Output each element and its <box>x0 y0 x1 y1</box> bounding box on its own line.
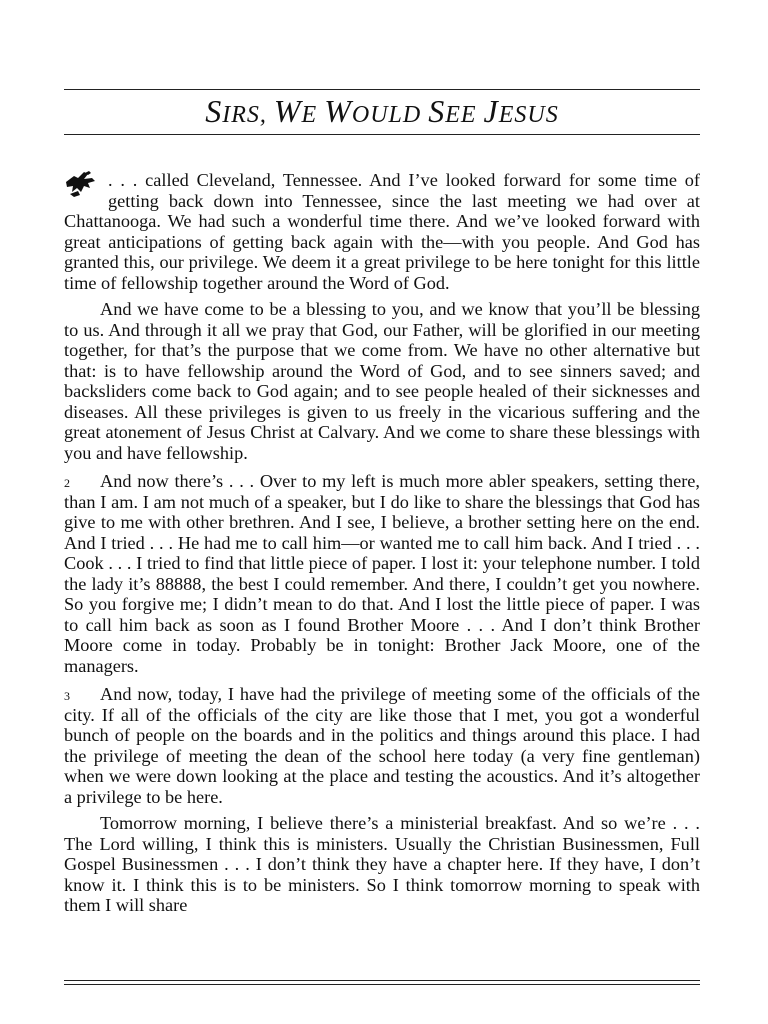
title-underline <box>64 134 700 135</box>
paragraph-1 <box>64 170 700 293</box>
title-word: SEE <box>428 93 484 129</box>
bottom-rule-2 <box>64 984 700 985</box>
page-title <box>64 92 700 134</box>
paragraph-4 <box>64 684 700 807</box>
top-rule <box>64 89 700 90</box>
paragraph-2 <box>64 299 700 463</box>
title-word: SIRS, <box>205 93 274 129</box>
paragraph-text: . . . called Cleveland, Tennessee. And I’ve looked forward for some time of getting back down into Tennessee, since the last meeting we had over at Chattanooga. We had such a wonderful time there. And we’ve looked forward with great anticipations of getting back again with the—with you people. And God has granted this, our privilege. We deem it a great privilege to be here tonight for this little time of fellowship together around the Word of God. <box>64 170 700 293</box>
paragraph-3 <box>64 471 700 676</box>
paragraph-text: Tomorrow morning, I believe there’s a ministerial breakfast. And so we’re . . . The Lord willing, I think this is ministers. Usually the Christian Businessmen, Full Gospel Businessmen . . . I don’t think they have a chapter here. If they have, I don’t know it. I think this is to be ministers. So I think tomorrow morning to speak with them I will share <box>64 813 700 915</box>
title-word: JESUS <box>483 93 559 129</box>
title-word: WOULD <box>324 93 429 129</box>
document-body <box>64 170 700 916</box>
title-word: WE <box>273 93 325 129</box>
paragraph-text: And now, today, I have had the privilege of meeting some of the officials of the city. If all of the officials of the city are like those that I met, you got a wonderful bunch of people on the boards and in the politics and things around this place. I had the privilege of meeting the dean of the school here today (a very fine gentleman) when we were down looking at the place and testing the acoustics. And it’s altogether a privilege to be here. <box>64 684 700 807</box>
paragraph-number: 3 <box>64 689 70 703</box>
bottom-rule-1 <box>64 980 700 981</box>
paragraph-number: 2 <box>64 476 70 490</box>
paragraph-text: And we have come to be a blessing to you, and we know that you’ll be blessing to us. And through it all we pray that God, our Father, will be glorified in our meeting together, for that’s the purpose that we come from. We have no other alternative but that: is to have fellowship around the Word of God, and to see sinners saved; and backsliders come back to God again; and to see people healed of their sicknesses and diseases. All these privileges is given to us freely in the vicarious suffering and the great atonement of Jesus Christ at Calvary. And we come to share these blessings with you and have fellowship. <box>64 299 700 463</box>
eagle-icon <box>64 170 98 198</box>
paragraph-text: And now there’s . . . Over to my left is much more abler speakers, setting there, than I am. I am not much of a speaker, but I do like to share the blessings that God has give to me with other brethren. And I see, I believe, a brother setting here on the end. And I tried . . . He had me to call him—or wanted me to call him back. And I tried . . . Cook . . . I tried to find that little piece of paper. I lost it: your telephone number. I told the lady it’s 88888, the best I could remember. And there, I couldn’t get you nowhere. So you forgive me; I didn’t mean to do that. And I lost the little piece of paper. I was to call him back as soon as I found Brother Moore . . . And I don’t think Brother Moore come in today. Probably be in tonight: Brother Jack Moore, one of the managers. <box>64 471 700 676</box>
paragraph-5 <box>64 813 700 916</box>
